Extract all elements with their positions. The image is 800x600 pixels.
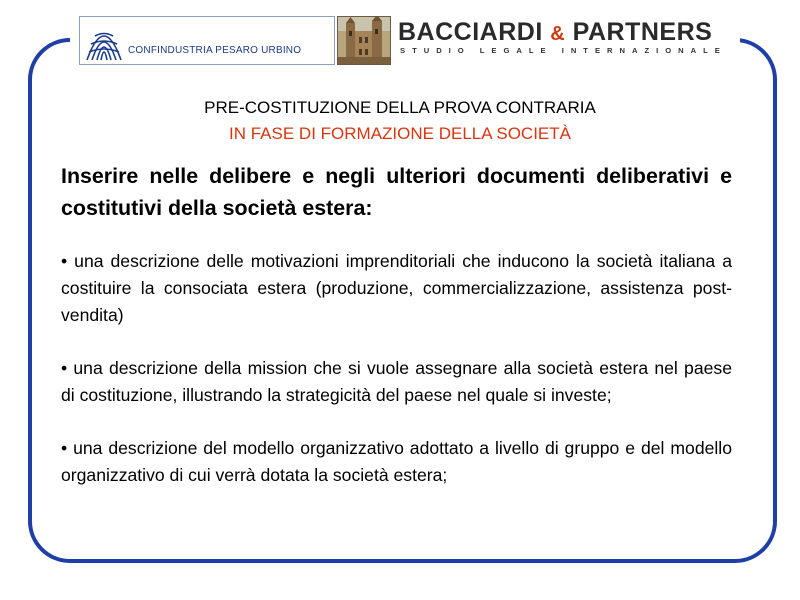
palace-towers-icon [338,17,391,65]
confindustria-label: CONFINDUSTRIA PESARO URBINO [128,45,302,56]
firm-name-part2: PARTNERS [572,18,713,46]
bullet-item: • una descrizione delle motivazioni imprenditoriali che inducono la società italiana a costituire la consociata estera (produzione, commercializzazione, assistenza post-vendita) [61,251,732,325]
confindustria-logo [79,16,335,65]
firm-name-amp: & [550,23,566,45]
slide-title: PRE-COSTITUZIONE DELLA PROVA CONTRARIA [204,98,596,117]
firm-name-part1: BACCIARDI [398,18,543,46]
city-photo [337,16,391,65]
slide-subtitle: IN FASE DI FORMAZIONE DELLA SOCIETÀ [229,124,571,143]
firm-name [398,18,712,48]
bullet-item: • una descrizione del modello organizzativo adottato a livello di gruppo e del modello organizzativo di cui verrà dotata la società estera; [61,438,732,485]
slide-body [61,160,732,515]
firm-subtitle: STUDIO LEGALE INTERNAZIONALE [400,46,727,55]
lead-paragraph: Inserire nelle delibere e negli ulteriori documenti deliberativi e costitutivi della società estera: [61,164,732,220]
bullet-item: • una descrizione della mission che si vuole assegnare alla società estera nel paese di costituzione, illustrando la strategicità del paese nel quale si investe; [61,358,732,405]
confindustria-mark-icon [83,20,125,62]
